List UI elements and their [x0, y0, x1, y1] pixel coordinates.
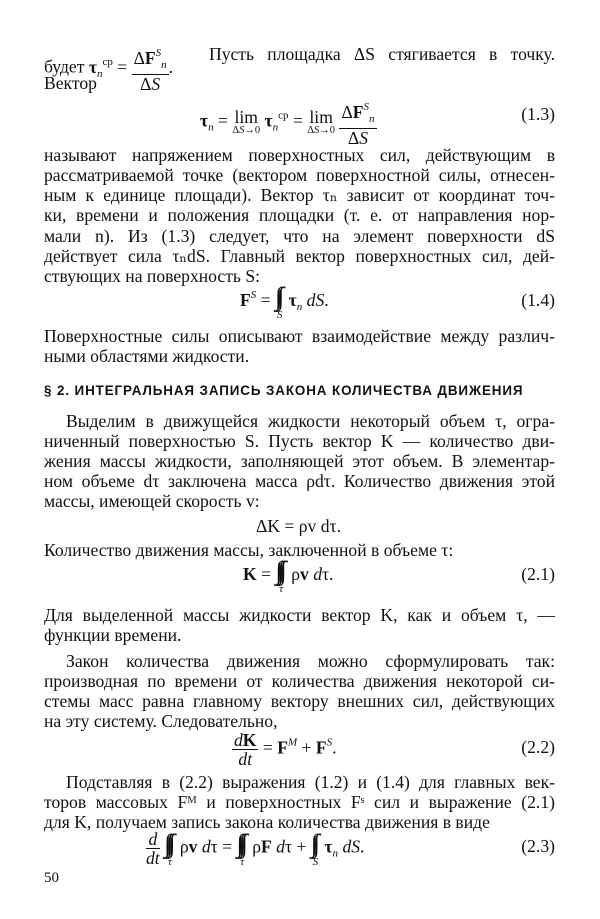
para2-line: рассматриваемой точке (вектором поверхностной силы, отнесен-: [44, 165, 555, 185]
para4-line: ном объеме dτ заключена масса ρdτ. Количество движения этой: [44, 471, 555, 491]
para2-line: мали n). Из (1.3) следует, что на элемент поверхности dS: [44, 226, 555, 246]
para2-line: ки, времени и положения площадки (т. е. от направления нор-: [44, 205, 555, 225]
para1-text: Пусть площадка ΔS стягивается в точку.: [209, 44, 555, 64]
equation-2-3: $\frac{d}{dt}$ ∫∫∫ τ ρv dτ = ∫∫∫ τ ρF dτ + ∫∫ S $\tau_n$ dS.: [146, 828, 365, 868]
para7-line: стемы масс равна главному вектору внешних сил, действующих: [44, 691, 555, 711]
para1-prefix: будет: [44, 56, 85, 77]
para3-line: Поверхностные силы описывают взаимодействие между различ-: [44, 326, 555, 346]
para8-line: торов массовых Fᴹ и поверхностных Fˢ сил и выражение (2.1): [44, 792, 555, 812]
para5-line: Количество движения массы, заключенной в объеме τ:: [44, 540, 454, 560]
para7-line: на эту систему. Следовательно,: [44, 711, 278, 731]
equation-2-1: K = ∫∫∫ τ ρv dτ.: [243, 556, 334, 595]
para2-line: называют напряжением поверхностных сил, действующим в: [44, 145, 555, 165]
equation-number-1-3: (1.3): [521, 104, 555, 124]
para6-line: Для выделенной массы жидкости вектор K, как и объем τ, —: [44, 605, 555, 625]
para3-line: ными областями жидкости.: [44, 346, 250, 366]
equation-number-2-1: (2.1): [521, 564, 555, 584]
para2-line: ным к единице площади). Вектор τₙ зависит от координат точ-: [44, 185, 555, 205]
equation-number-1-4: (1.4): [521, 290, 555, 310]
para1-line2: Вектор: [44, 73, 97, 93]
equation-2-2: $\frac{dK}{dt}$ = $F^M + F^S$.: [234, 730, 337, 769]
equation-1-4: $F^S$ = ∫∫ S $\tau_n$ dS.: [240, 282, 329, 321]
para2-line: действует сила τₙdS. Главный вектор поверхностных сил, дей-: [44, 246, 555, 266]
section-heading: § 2. ИНТЕГРАЛЬНАЯ ЗАПИСЬ ЗАКОНА КОЛИЧЕСТВА ДВИЖЕНИЯ: [44, 383, 524, 398]
para7-line: производная по времени от количества движения некоторой си-: [44, 671, 555, 691]
para6-line: функции времени.: [44, 625, 182, 645]
para4-line: массы, имеющей скорость v:: [44, 491, 260, 511]
para8-line: для K, получаем запись закона количества движения в виде: [44, 812, 490, 832]
para4-line: ниченный поверхностью S. Пусть вектор K — количество дви-: [44, 431, 555, 451]
equation-1-3: $\tau_n = \lim$ ΔS→0 $\tau_n^{cp} = \lim$ ΔS→0 $\frac{\Delta F^S_n}{\Delta S}$: [200, 98, 377, 147]
page-number: 50: [44, 870, 59, 886]
para4-line: Выделим в движущейся жидкости некоторый объем τ, огра-: [66, 411, 555, 431]
para4-line: жения массы жидкости, заполняющей этот объем. В элементар-: [44, 451, 555, 471]
para8-line: Подставляя в (2.2) выражения (1.2) и (1.4) для главных век-: [66, 772, 555, 792]
equation-number-2-3: (2.3): [521, 836, 555, 856]
equation-delta-k: ΔK = ρv dτ.: [256, 516, 341, 536]
equation-number-2-2: (2.2): [521, 737, 555, 757]
inline-formula-tau-cp: $\tau_n^{cp}$ = $\frac{\Delta F^S_n}{\Delta S}$ .: [89, 57, 173, 77]
para7-line: Закон количества движения можно сформулировать так:: [66, 651, 555, 671]
para2-line: ствующих на поверхность S:: [44, 266, 260, 286]
